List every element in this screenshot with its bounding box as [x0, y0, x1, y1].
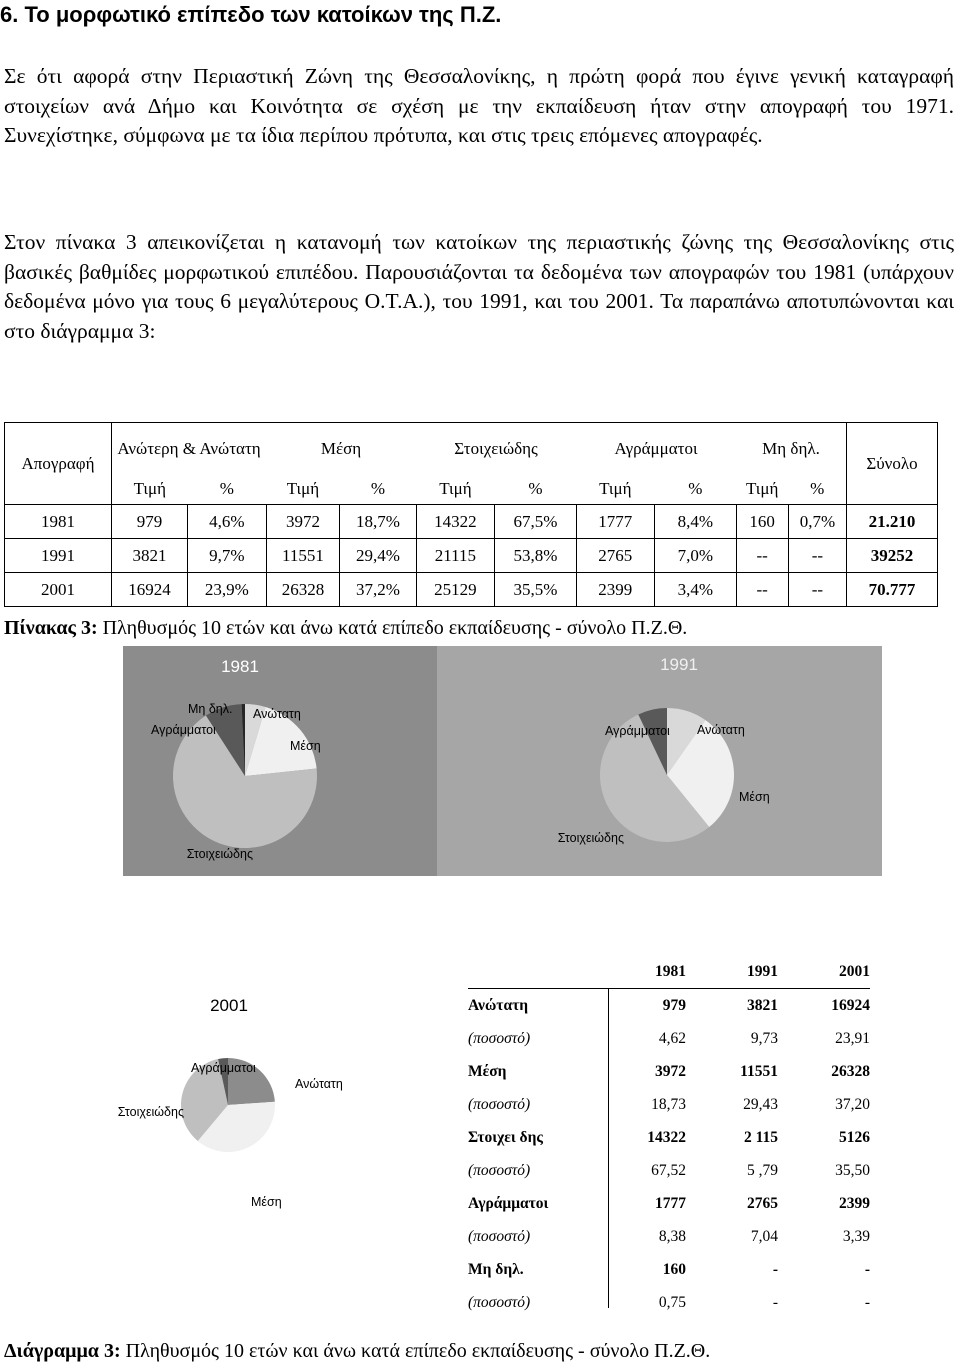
table-cell: 1777 — [655, 1194, 686, 1212]
table-cell: 2399 — [839, 1194, 870, 1212]
table-cell: 0,75 — [658, 1293, 686, 1311]
slice-label: Στοιχειώδης — [557, 831, 624, 845]
table-cell: 7,04 — [750, 1227, 778, 1245]
row-label: (ποσοστό) — [468, 1095, 531, 1113]
table-row — [468, 1286, 870, 1319]
sub-value: Τιμή — [266, 475, 340, 505]
row-label: Μη δηλ. — [468, 1260, 524, 1278]
table-cell: 37,2% — [340, 573, 416, 607]
sub-value: Τιμή — [576, 475, 655, 505]
row-label: (ποσοστό) — [468, 1161, 531, 1179]
table-cell: -- — [788, 573, 846, 607]
table-cell: 2 115 — [743, 1128, 778, 1146]
table-row — [5, 539, 938, 573]
table-cell: -- — [736, 539, 788, 573]
table-cell: 35,50 — [835, 1161, 870, 1179]
table-row — [468, 1121, 870, 1154]
table-cell: 29,43 — [743, 1095, 778, 1113]
row-total: 39252 — [847, 539, 938, 573]
chart-title: 1991 — [660, 655, 698, 674]
table-caption-label: Πίνακας 3: — [4, 617, 98, 639]
slice-label: Ανώτατη — [697, 723, 745, 737]
col-total-header: Σύνολο — [847, 423, 938, 505]
sub-pct: % — [188, 475, 266, 505]
pie-chart-1981 — [123, 646, 463, 876]
table-cell: - — [864, 1293, 870, 1311]
slice-label: Ανώτατη — [295, 1077, 343, 1091]
table-cell: -- — [788, 539, 846, 573]
table-row — [468, 1253, 870, 1286]
table-cell: 160 — [662, 1260, 686, 1278]
row-year: 2001 — [5, 573, 112, 607]
row-label: Ανώτατη — [468, 996, 529, 1014]
table-caption-text: Πληθυσμός 10 ετών και άνω κατά επίπεδο εκπαίδευσης - σύνολο Π.Ζ.Θ. — [97, 617, 688, 639]
table-cell: 18,73 — [651, 1095, 686, 1113]
table-cell: -- — [736, 573, 788, 607]
slice-label: Μέση — [739, 790, 770, 804]
chart-title: 1981 — [221, 657, 259, 676]
row-label: Αγράμματοι — [468, 1194, 549, 1212]
row-total: 21.210 — [847, 505, 938, 539]
paragraph-1: Σε ότι αφορά στην Περιαστική Ζώνη της Θεσσαλονίκης, η πρώτη φορά που έγινε γενική καταγραφή στοιχείων ανά Δήμο και Κοινότητα σε σχέση με την εκπαίδευση ήταν στην απογραφή του 1971. Συνεχίστηκε, σύμφωνα με τα ίδια περίπου πρότυπα, και στις τρεις επόμενες απογραφές. — [4, 64, 954, 147]
table-cell: 14322 — [647, 1128, 686, 1146]
table-row — [468, 1220, 870, 1253]
slice-label: Αγράμματοι — [151, 723, 216, 737]
slice-label: Μέση — [251, 1195, 282, 1209]
table-row — [468, 989, 870, 1023]
table-cell: - — [864, 1260, 870, 1278]
chart-title: 2001 — [210, 996, 248, 1015]
table-cell: 3972 — [266, 505, 340, 539]
group-header-higher: Ανώτερη & Ανώτατη — [112, 423, 267, 475]
table-cell: 979 — [112, 505, 188, 539]
row-label: (ποσοστό) — [468, 1029, 531, 1047]
table-row — [468, 1154, 870, 1187]
table-cell: 9,7% — [188, 539, 266, 573]
table-row — [468, 1022, 870, 1055]
sub-pct: % — [788, 475, 846, 505]
table-cell: 3,39 — [842, 1227, 870, 1245]
sub-value: Τιμή — [736, 475, 788, 505]
row-year: 1991 — [5, 539, 112, 573]
year-1981: 1981 — [608, 955, 686, 989]
table-row — [468, 1187, 870, 1220]
table-cell: 4,6% — [188, 505, 266, 539]
table-cell: 979 — [662, 996, 686, 1014]
table-cell: 26328 — [266, 573, 340, 607]
group-header-secondary: Μέση — [266, 423, 416, 475]
diagram-caption-text: Πληθυσμός 10 ετών και άνω κατά επίπεδο εκπαίδευσης - σύνολο Π.Ζ.Θ. — [120, 1340, 711, 1362]
table-row — [5, 573, 938, 607]
col-census-header: Απογραφή — [5, 423, 112, 505]
diagram-caption — [4, 1340, 710, 1363]
table-cell: 0,7% — [788, 505, 846, 539]
table-cell: 5 ,79 — [747, 1161, 778, 1179]
table-cell: 1777 — [576, 505, 655, 539]
table-cell: 2765 — [747, 1194, 778, 1212]
diagram-caption-label: Διάγραμμα 3: — [4, 1340, 121, 1362]
table-cell: 67,52 — [651, 1161, 686, 1179]
table-cell: 29,4% — [340, 539, 416, 573]
slice-label: Στοιχειώδης — [117, 1105, 184, 1119]
group-header-illiterate: Αγράμματοι — [576, 423, 736, 475]
row-label: (ποσοστό) — [468, 1293, 531, 1311]
table-row — [468, 1055, 870, 1088]
row-label: Μέση — [468, 1062, 507, 1080]
group-header-primary: Στοιχειώδης — [416, 423, 576, 475]
table-4 — [468, 955, 870, 1319]
table-cell: 37,20 — [835, 1095, 870, 1113]
table-cell: 35,5% — [495, 573, 576, 607]
year-2001: 2001 — [778, 955, 870, 989]
pie-chart-2001 — [103, 980, 363, 1230]
sub-value: Τιμή — [112, 475, 188, 505]
row-label: Στοιχει δης — [468, 1128, 543, 1146]
table-cell: 67,5% — [495, 505, 576, 539]
table-cell: 5126 — [839, 1128, 870, 1146]
table-4-divider — [608, 989, 609, 1308]
table-3 — [4, 422, 938, 607]
table-cell: 11551 — [740, 1062, 778, 1080]
sub-pct: % — [655, 475, 736, 505]
row-label: (ποσοστό) — [468, 1227, 531, 1245]
table-cell: 8,4% — [655, 505, 736, 539]
table-cell: 11551 — [266, 539, 340, 573]
paragraph-2: Στον πίνακα 3 απεικονίζεται η κατανομή των κατοίκων της περιαστικής ζώνης της Θεσσαλονίκης στις βασικές βαθμίδες μορφωτικού επιπέδου. Παρουσιάζονται τα δεδομένα των απογραφών του 1981 (υπάρχουν δεδομένα μόνο για τους 6 μεγαλύτερους Ο.Τ.Α.), του 1991, και του 2001. Τα παραπάνω αποτυπώνονται και στο διάγραμμα 3: — [4, 230, 954, 343]
table-cell: 26328 — [831, 1062, 870, 1080]
slice-label: Αγράμματοι — [605, 724, 670, 738]
table-cell: 7,0% — [655, 539, 736, 573]
table-cell: 3,4% — [655, 573, 736, 607]
table-cell: 9,73 — [750, 1029, 778, 1047]
pie-chart-1991 — [437, 646, 882, 876]
table-cell: 2399 — [576, 573, 655, 607]
section-heading: 6. Το μορφωτικό επίπεδο των κατοίκων της Π.Ζ. — [0, 2, 502, 27]
table-cell: - — [772, 1293, 778, 1311]
table-cell: 3972 — [655, 1062, 686, 1080]
table-cell: 160 — [736, 505, 788, 539]
table-cell: 25129 — [416, 573, 495, 607]
table-cell: 23,91 — [835, 1029, 870, 1047]
group-header-undeclared: Μη δηλ. — [736, 423, 847, 475]
table-cell: 23,9% — [188, 573, 266, 607]
slice-label: Ανώτατη — [253, 707, 301, 721]
row-total: 70.777 — [847, 573, 938, 607]
table-cell: 14322 — [416, 505, 495, 539]
table-cell: 2765 — [576, 539, 655, 573]
slice-label: Στοιχειώδης — [186, 847, 253, 861]
table-cell: 4,62 — [658, 1029, 686, 1047]
sub-value: Τιμή — [416, 475, 495, 505]
table-cell: 18,7% — [340, 505, 416, 539]
slice-label: Μη δηλ. — [188, 702, 233, 716]
table-cell: 8,38 — [658, 1227, 686, 1245]
table-cell: 3821 — [112, 539, 188, 573]
row-year: 1981 — [5, 505, 112, 539]
slice-label: Μέση — [290, 739, 321, 753]
sub-pct: % — [495, 475, 576, 505]
slice-label: Αγράμματοι — [191, 1061, 256, 1075]
table-cell: 3821 — [747, 996, 778, 1014]
year-1991: 1991 — [686, 955, 778, 989]
table-row — [5, 505, 938, 539]
table-cell: - — [772, 1260, 778, 1278]
table-cell: 53,8% — [495, 539, 576, 573]
table-caption — [4, 617, 687, 640]
table-cell: 21115 — [416, 539, 495, 573]
sub-pct: % — [340, 475, 416, 505]
table-row — [468, 1088, 870, 1121]
table-cell: 16924 — [112, 573, 188, 607]
table-cell: 16924 — [831, 996, 870, 1014]
